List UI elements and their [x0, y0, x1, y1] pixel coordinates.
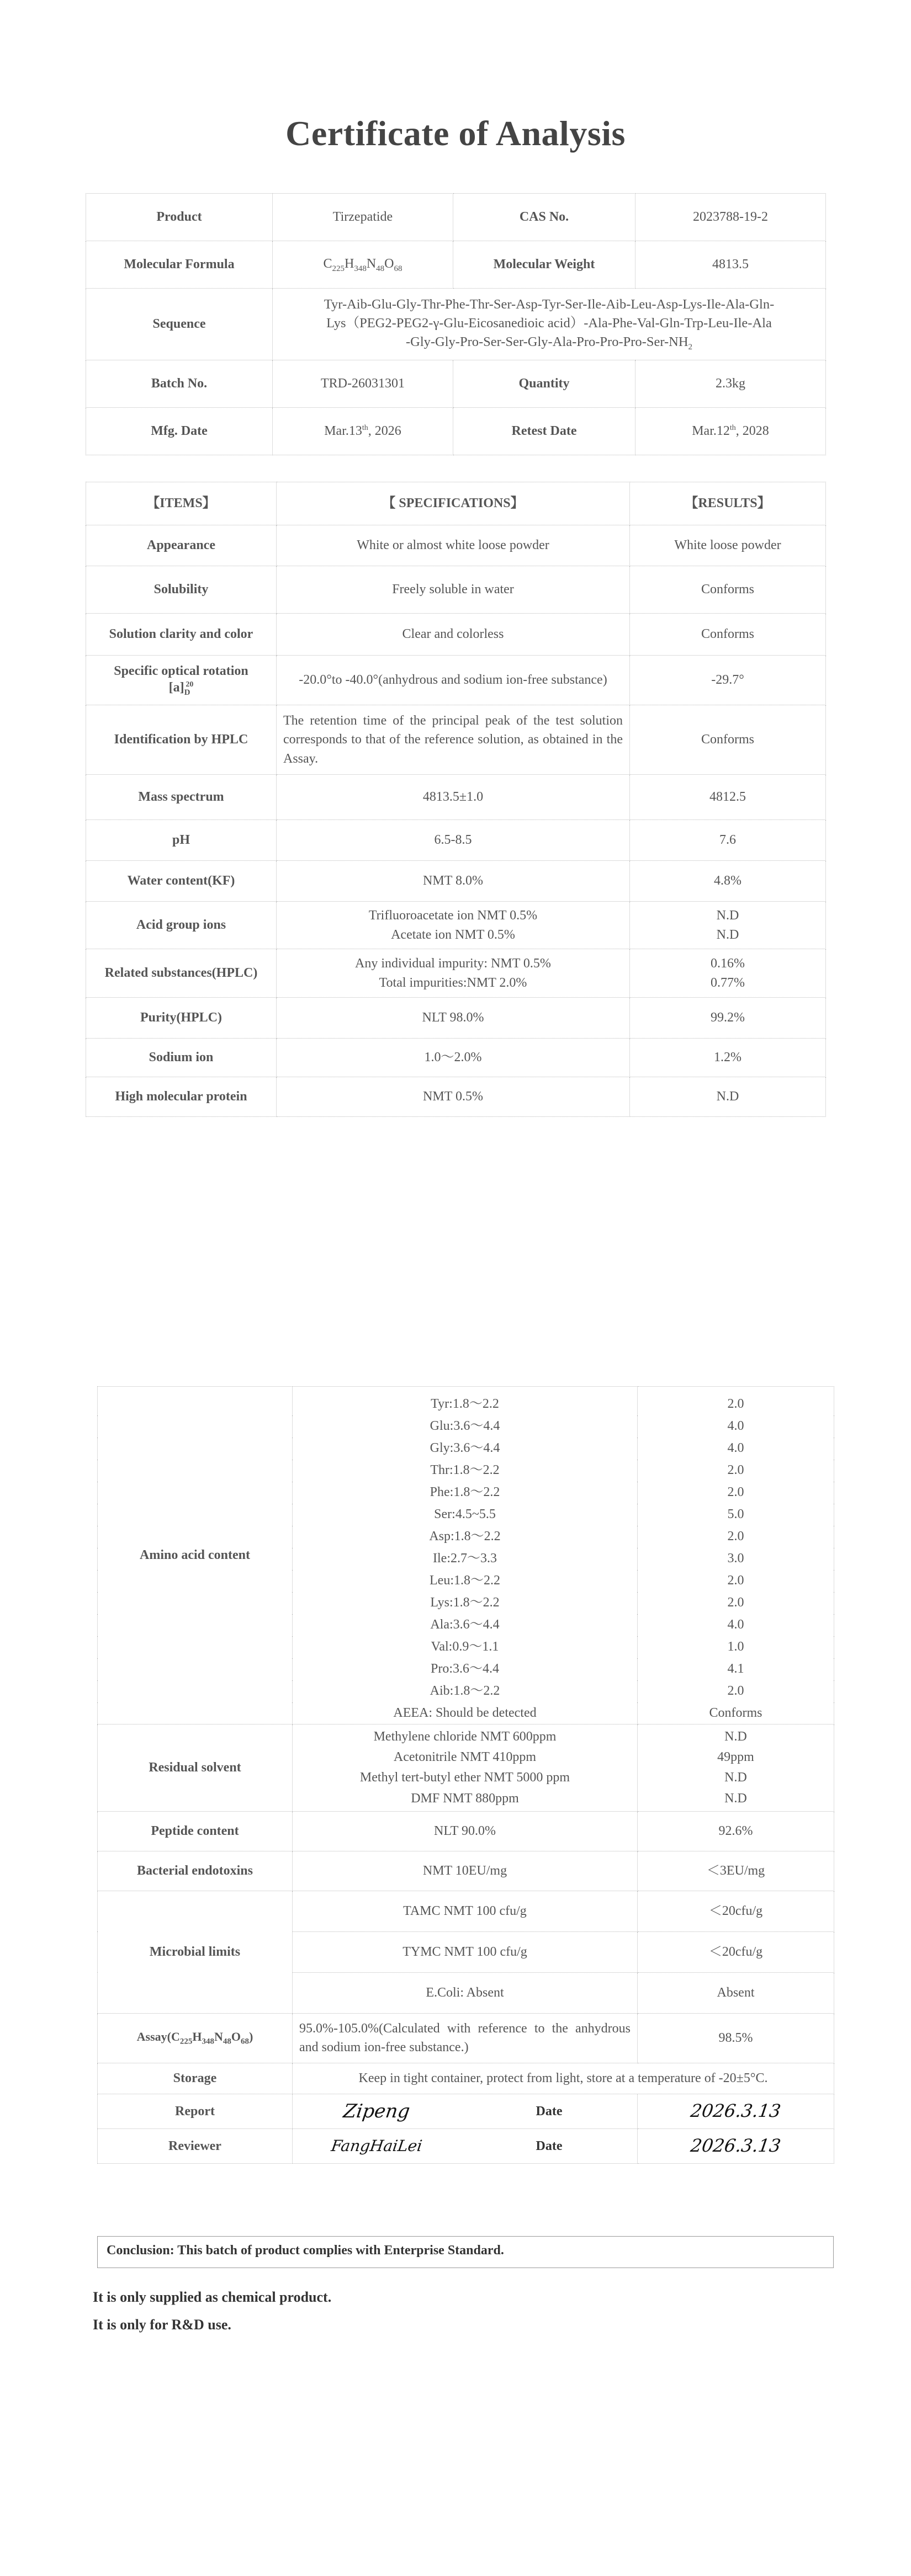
amino-acid-result: 4.0 — [638, 1614, 834, 1636]
amino-acid-label: Amino acid content — [98, 1387, 293, 1725]
test-item: Acid group ions — [86, 902, 277, 949]
amino-acid-result: 2.0 — [638, 1570, 834, 1592]
residual-solvent-label: Residual solvent — [98, 1725, 293, 1812]
amino-acid-spec: Pro:3.6～4.4 — [293, 1658, 638, 1680]
test-spec: The retention time of the principal peak of the test solution corresponds to that of the reference solution, as obtained in the Assay. — [277, 705, 630, 775]
test-spec: 4813.5±1.0 — [277, 775, 630, 820]
storage-value: Keep in tight container, protect from light, store at a temperature of -20±5°C. — [293, 2063, 834, 2094]
microbial-spec: TAMC NMT 100 cfu/g — [293, 1891, 638, 1931]
spec-line: Methylene chloride NMT 600ppm — [373, 1729, 557, 1744]
bacterial-endotoxins-spec: NMT 10EU/mg — [293, 1851, 638, 1891]
results-header: 【RESULTS】 — [630, 482, 826, 525]
result-line: N.D — [724, 1729, 747, 1744]
quantity-value: 2.3kg — [635, 360, 826, 408]
test-spec: NLT 98.0% — [277, 998, 630, 1039]
bacterial-endotoxins-result: ＜3EU/mg — [638, 1851, 834, 1891]
reviewer-label: Reviewer — [98, 2128, 293, 2163]
cas-label: CAS No. — [453, 194, 635, 241]
report-label: Report — [98, 2094, 293, 2128]
amino-acid-result: Conforms — [638, 1702, 834, 1725]
test-result: Conforms — [630, 566, 826, 614]
amino-acid-result: 2.0 — [638, 1526, 834, 1548]
product-label: Product — [86, 194, 273, 241]
amino-acid-spec: Ser:4.5~5.5 — [293, 1504, 638, 1526]
result-line: 0.16% — [711, 956, 745, 971]
microbial-result: ＜20cfu/g — [638, 1891, 834, 1931]
formula-label: Molecular Formula — [86, 241, 273, 289]
amino-acid-spec: AEEA: Should be detected — [293, 1702, 638, 1725]
amino-acid-result: 5.0 — [638, 1504, 834, 1526]
test-spec: White or almost white loose powder — [277, 525, 630, 566]
amino-acid-result: 2.0 — [638, 1460, 834, 1482]
reviewer-signature-cell — [293, 2128, 638, 2163]
test-item: Related substances(HPLC) — [86, 949, 277, 998]
note-chemical-product: It is only supplied as chemical product. — [93, 2289, 332, 2305]
test-spec: Clear and colorless — [277, 614, 630, 656]
test-result: 99.2% — [630, 998, 826, 1039]
product-value: Tirzepatide — [273, 194, 453, 241]
test-item: Sodium ion — [86, 1039, 277, 1077]
amino-acid-spec: Phe:1.8～2.2 — [293, 1482, 638, 1504]
mfg-date-label: Mfg. Date — [86, 408, 273, 455]
batch-label: Batch No. — [86, 360, 273, 408]
amino-acid-result: 2.0 — [638, 1387, 834, 1415]
spec-line: Acetonitrile NMT 410ppm — [393, 1750, 537, 1765]
report-signature-cell — [293, 2094, 638, 2128]
weight-label: Molecular Weight — [453, 241, 635, 289]
amino-acid-result: 4.0 — [638, 1438, 834, 1460]
result-line: 0.77% — [711, 975, 745, 990]
reviewer-date-handwritten: 2026.3.13 — [689, 2135, 782, 2157]
specifications-header: 【 SPECIFICATIONS】 — [277, 482, 630, 525]
amino-acid-result: 1.0 — [638, 1636, 834, 1658]
sequence-line: $-Gly-Gly-Pro-Ser-Ser-Gly-Ala-Pro-Pro-Pro-Ser-NH_2$ — [405, 334, 693, 352]
test-spec — [277, 902, 630, 949]
test-item: Appearance — [86, 525, 277, 566]
microbial-spec: TYMC NMT 100 cfu/g — [293, 1931, 638, 1972]
amino-acid-spec: Aib:1.8～2.2 — [293, 1680, 638, 1702]
amino-acid-spec: Lys:1.8～2.2 — [293, 1592, 638, 1614]
result-line: N.D — [724, 1770, 747, 1785]
amino-acid-result: 4.1 — [638, 1658, 834, 1680]
amino-acid-spec: Thr:1.8～2.2 — [293, 1460, 638, 1482]
result-line: 49ppm — [717, 1750, 754, 1765]
document-title: Certificate of Analysis — [285, 114, 626, 153]
spec-line: Methyl tert-butyl ether NMT 5000 ppm — [359, 1770, 570, 1785]
amino-acid-result: 2.0 — [638, 1592, 834, 1614]
spec-line: Total impurities:NMT 2.0% — [379, 975, 527, 990]
test-item: Solubility — [86, 566, 277, 614]
conclusion-text: Conclusion: This batch of product complies with Enterprise Standard. — [107, 2243, 504, 2258]
test-result — [630, 949, 826, 998]
optical-rotation-symbol: $[a]_D^{20}$ — [168, 680, 194, 697]
report-signature: Zipeng — [342, 2100, 412, 2122]
report-date-label: Date — [536, 2104, 563, 2119]
test-spec: NMT 0.5% — [277, 1077, 630, 1117]
assay-label: $Assay(C_{225}H_{348}N_{48}O_{68})$ — [98, 2013, 293, 2063]
test-result: Conforms — [630, 614, 826, 656]
storage-label: Storage — [98, 2063, 293, 2094]
test-spec — [277, 949, 630, 998]
microbial-spec: E.Coli: Absent — [293, 1972, 638, 2013]
amino-acid-spec: Ile:2.7～3.3 — [293, 1548, 638, 1570]
specifications-table — [86, 482, 826, 1117]
test-item: Water content(KF) — [86, 861, 277, 902]
test-result: White loose powder — [630, 525, 826, 566]
assay-spec: 95.0%-105.0%(Calculated with reference to the anhydrous and sodium ion-free substance.) — [293, 2013, 638, 2063]
test-spec: -20.0°to -40.0°(anhydrous and sodium ion-free substance) — [277, 656, 630, 705]
test-spec: NMT 8.0% — [277, 861, 630, 902]
sequence-value — [273, 289, 826, 360]
items-header: 【ITEMS】 — [86, 482, 277, 525]
microbial-result: Absent — [638, 1972, 834, 2013]
report-date-handwritten: 2026.3.13 — [689, 2100, 782, 2122]
test-item: pH — [86, 820, 277, 861]
product-info-table — [86, 193, 826, 455]
specifications-table-continued — [97, 1386, 834, 2164]
spec-line: DMF NMT 880ppm — [411, 1791, 519, 1806]
formula-value: $C_{225}H_{348}N_{48}O_{68}$ — [273, 241, 453, 289]
report-date — [638, 2094, 834, 2128]
residual-solvent-spec — [293, 1725, 638, 1812]
test-item: Solution clarity and color — [86, 614, 277, 656]
test-result: -29.7° — [630, 656, 826, 705]
amino-acid-result: 2.0 — [638, 1482, 834, 1504]
amino-acid-spec: Leu:1.8～2.2 — [293, 1570, 638, 1592]
amino-acid-spec: Ala:3.6～4.4 — [293, 1614, 638, 1636]
test-spec: Freely soluble in water — [277, 566, 630, 614]
test-result: 4.8% — [630, 861, 826, 902]
peptide-content-result: 92.6% — [638, 1811, 834, 1851]
test-result: 7.6 — [630, 820, 826, 861]
peptide-content-spec: NLT 90.0% — [293, 1811, 638, 1851]
reviewer-date — [638, 2128, 834, 2163]
spec-line: Any individual impurity: NMT 0.5% — [355, 956, 551, 971]
sequence-label: Sequence — [86, 289, 273, 360]
test-item: Identification by HPLC — [86, 705, 277, 775]
test-item-optical-rotation: Specific optical rotation $[a]_D^{20}$ — [86, 656, 277, 705]
microbial-result: ＜20cfu/g — [638, 1931, 834, 1972]
peptide-content-label: Peptide content — [98, 1811, 293, 1851]
retest-date-label: Retest Date — [453, 408, 635, 455]
amino-acid-spec: Tyr:1.8～2.2 — [293, 1387, 638, 1415]
microbial-limits-label: Microbial limits — [98, 1891, 293, 2013]
spec-line: Acetate ion NMT 0.5% — [391, 927, 515, 942]
result-line: N.D — [716, 927, 739, 942]
amino-acid-spec: Asp:1.8～2.2 — [293, 1526, 638, 1548]
reviewer-date-label: Date — [536, 2138, 563, 2153]
test-item: High molecular protein — [86, 1077, 277, 1117]
amino-acid-spec: Gly:3.6～4.4 — [293, 1438, 638, 1460]
quantity-label: Quantity — [453, 360, 635, 408]
sequence-line: Lys（PEG2-PEG2-γ-Glu-Eicosanedioic acid）-Ala-Phe-Val-Gln-Trp-Leu-Ile-Ala — [326, 316, 772, 331]
weight-value: 4813.5 — [635, 241, 826, 289]
bacterial-endotoxins-label: Bacterial endotoxins — [98, 1851, 293, 1891]
test-result: Conforms — [630, 705, 826, 775]
test-result — [630, 902, 826, 949]
amino-acid-spec: Glu:3.6～4.4 — [293, 1415, 638, 1438]
residual-solvent-result — [638, 1725, 834, 1812]
sequence-line: Tyr-Aib-Glu-Gly-Thr-Phe-Thr-Ser-Asp-Tyr-Ser-Ile-Aib-Leu-Asp-Lys-Ile-Ala-Gln- — [324, 296, 775, 312]
amino-acid-spec: Val:0.9～1.1 — [293, 1636, 638, 1658]
test-result: N.D — [630, 1077, 826, 1117]
note-rd-use: It is only for R&D use. — [93, 2317, 231, 2333]
spec-line: Trifluoroacetate ion NMT 0.5% — [368, 908, 538, 923]
amino-acid-result: 4.0 — [638, 1415, 834, 1438]
reviewer-signature: FangHaiLei — [330, 2136, 424, 2155]
test-result: 1.2% — [630, 1039, 826, 1077]
batch-value: TRD-26031301 — [273, 360, 453, 408]
cas-value: 2023788-19-2 — [635, 194, 826, 241]
assay-result: 98.5% — [638, 2013, 834, 2063]
retest-date-value: Mar.12th, 2028 — [635, 408, 826, 455]
test-item: Mass spectrum — [86, 775, 277, 820]
test-spec: 6.5-8.5 — [277, 820, 630, 861]
test-item: Purity(HPLC) — [86, 998, 277, 1039]
amino-acid-result: 2.0 — [638, 1680, 834, 1702]
test-result: 4812.5 — [630, 775, 826, 820]
result-line: N.D — [716, 908, 739, 923]
amino-acid-result: 3.0 — [638, 1548, 834, 1570]
conclusion-box — [97, 2236, 834, 2268]
mfg-date-value: Mar.13th, 2026 — [273, 408, 453, 455]
test-spec: 1.0～2.0% — [277, 1039, 630, 1077]
result-line: N.D — [724, 1791, 747, 1806]
